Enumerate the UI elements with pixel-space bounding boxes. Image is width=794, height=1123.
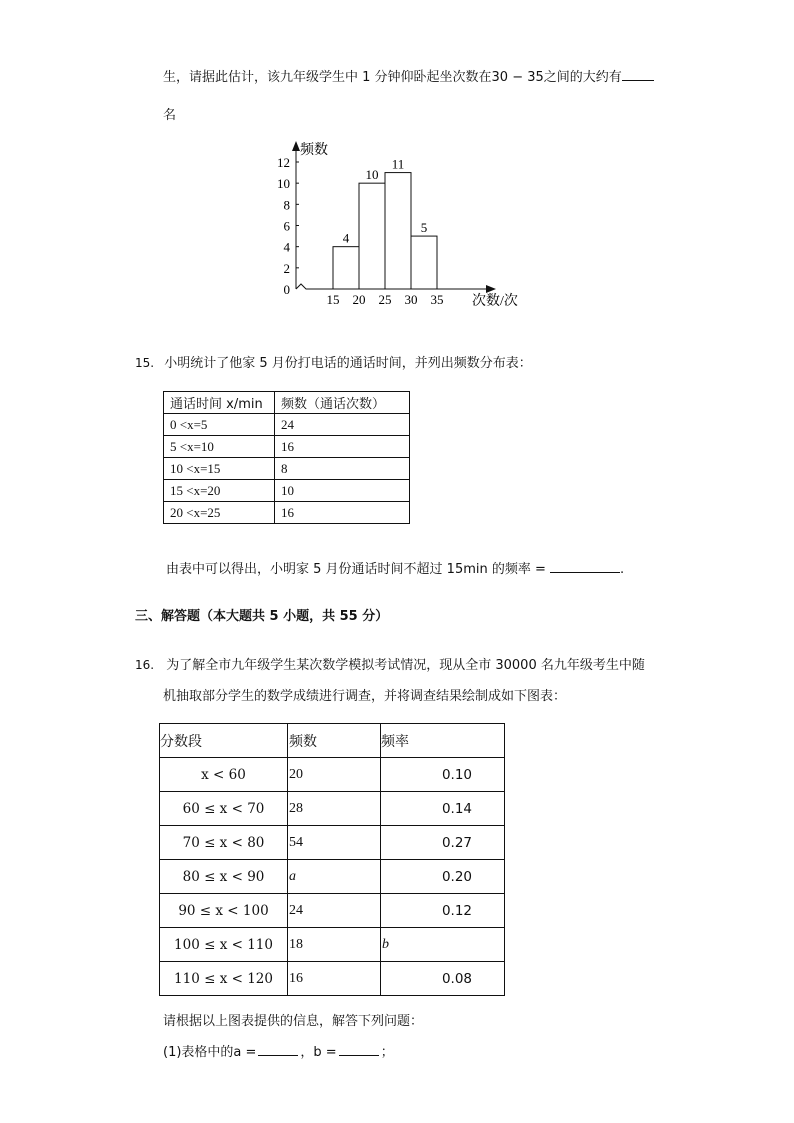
table-cell: 16	[288, 962, 381, 996]
axis-break	[296, 284, 308, 289]
table-header-cell: 分数段	[160, 724, 288, 758]
x-tick-label: 20	[352, 292, 366, 307]
q14-line-1: 生，请据此估计，该九年级学生中 1 分钟仰卧起坐次数在30 − 35之间的大约有	[163, 66, 654, 85]
table-cell: 0.27	[381, 826, 505, 860]
table-cell: 80 ≤ x < 90	[160, 860, 288, 894]
q16-line-2: 机抽取部分学生的数学成绩进行调查，并将调查结果绘制成如下图表：	[163, 689, 567, 704]
table-row	[160, 860, 505, 894]
q15-text: 小明统计了他家 5 月份打电话的通话时间，并列出频数分布表：	[164, 356, 532, 371]
histogram-chart	[260, 135, 560, 310]
y-tick-label: 12	[277, 155, 290, 170]
histogram-bar	[359, 183, 385, 289]
table-cell: 54	[288, 826, 381, 860]
table-cell: 5 <x=10	[164, 436, 275, 458]
q15-stem	[135, 352, 532, 371]
table-cell: 60 ≤ x < 70	[160, 792, 288, 826]
table-cell: 28	[288, 792, 381, 826]
y-tick-label: 2	[283, 260, 290, 276]
x-tick-label: 35	[430, 292, 444, 307]
x-tick-label: 25	[378, 292, 392, 307]
x-axis-label: 次数/次	[472, 294, 518, 309]
table-cell: 10	[275, 480, 410, 502]
table-row	[160, 792, 505, 826]
answer-a-blank[interactable]	[258, 1043, 298, 1056]
x-axis-arrow	[486, 285, 496, 293]
table-row	[164, 414, 410, 436]
table-header-row	[164, 392, 410, 414]
section-heading: 三、解答题（本大题共 5 小题，共 55 分）	[135, 609, 389, 624]
table-cell: x < 60	[160, 758, 288, 792]
table-cell: a	[288, 860, 381, 894]
table-cell: 15 <x=20	[164, 480, 275, 502]
bar-data-label: 11	[391, 156, 405, 172]
table-row	[160, 826, 505, 860]
table-cell: 8	[275, 458, 410, 480]
answer-b-blank[interactable]	[339, 1043, 379, 1056]
table-cell: 100 ≤ x < 110	[160, 928, 288, 962]
table-header-cell: 通话时间 x/min	[164, 392, 275, 414]
q16-number: 16.	[135, 658, 155, 672]
table-cell: 18	[288, 928, 381, 962]
table-header-cell: 频率	[381, 724, 505, 758]
table-row	[164, 436, 410, 458]
table-cell: 16	[275, 436, 410, 458]
call-time-table	[163, 391, 410, 524]
table-header-row	[160, 724, 505, 758]
table-cell: 20	[288, 758, 381, 792]
q15-answer-blank[interactable]	[550, 560, 620, 573]
table-cell: 0.12	[381, 894, 505, 928]
x-tick-label: 15	[326, 292, 340, 307]
table-row	[164, 480, 410, 502]
y-tick-label: 10	[277, 176, 290, 192]
bar-data-label: 5	[420, 220, 428, 236]
y-tick-label: 0	[283, 282, 290, 297]
q14-answer-blank[interactable]	[622, 68, 654, 81]
q16-prompt: 请根据以上图表提供的信息，解答下列问题：	[163, 1014, 424, 1029]
y-axis-label: 频数	[300, 143, 328, 158]
q16-line-1: 16. 为了解全市九年级学生某次数学模拟考试情况，现从全市 30000 名九年级考生中随	[135, 658, 645, 673]
table-header-cell: 频数	[288, 724, 381, 758]
q16-sub1: (1)表格中的a = ，b = ；	[163, 1045, 394, 1060]
table-cell: 24	[288, 894, 381, 928]
table-cell: 20 <x=25	[164, 502, 275, 524]
table-cell: 24	[275, 414, 410, 436]
table-cell: b	[381, 928, 505, 962]
table-cell: 0.08	[381, 962, 505, 996]
q15-number: 15.	[135, 356, 155, 370]
table-cell: 70 ≤ x < 80	[160, 826, 288, 860]
table-cell: 0.10	[381, 758, 505, 792]
score-table	[159, 723, 505, 996]
table-cell: 0.20	[381, 860, 505, 894]
table-row	[164, 458, 410, 480]
table-row	[160, 928, 505, 962]
histogram-bar	[385, 173, 411, 289]
q15-question: 由表中可以得出，小明家 5 月份通话时间不超过 15min 的频率 = .	[166, 562, 625, 577]
table-cell: 110 ≤ x < 120	[160, 962, 288, 996]
q14-line-2: 名	[163, 108, 177, 123]
table-header-cell: 频数（通话次数）	[275, 392, 410, 414]
y-axis-arrow	[292, 141, 300, 151]
x-tick-label: 30	[404, 292, 418, 307]
y-tick-label: 8	[283, 197, 290, 213]
y-tick-label: 6	[283, 218, 290, 234]
histogram-bar	[411, 236, 437, 289]
bar-data-label: 4	[342, 230, 350, 246]
table-cell: 90 ≤ x < 100	[160, 894, 288, 928]
y-tick-label: 4	[283, 239, 290, 255]
table-row	[164, 502, 410, 524]
table-cell: 16	[275, 502, 410, 524]
table-cell: 0 <x=5	[164, 414, 275, 436]
table-cell: 10 <x=15	[164, 458, 275, 480]
bar-data-label: 10	[365, 167, 379, 183]
table-row	[160, 962, 505, 996]
histogram-bar	[333, 247, 359, 289]
table-row	[160, 894, 505, 928]
table-cell: 0.14	[381, 792, 505, 826]
table-row	[160, 758, 505, 792]
